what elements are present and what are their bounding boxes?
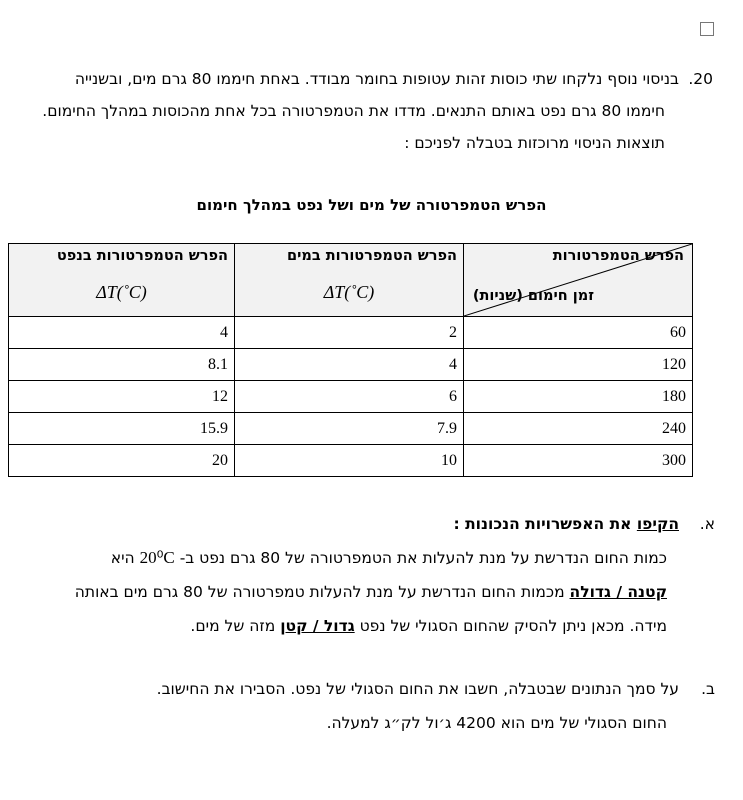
cell-time: 300 xyxy=(464,445,693,477)
cell-water: 4 xyxy=(235,349,464,381)
cell-water: 2 xyxy=(235,317,464,349)
checkbox[interactable] xyxy=(700,22,714,36)
table-row xyxy=(9,381,693,413)
cell-water: 7.9 xyxy=(235,413,464,445)
table-row xyxy=(9,413,693,445)
section-a-line-2: קטנה / גדולה מכמות החום הנדרשת על מנת להעלות טמפרטורה של 80 גרם מים באותה xyxy=(74,583,667,601)
cell-time: 240 xyxy=(464,413,693,445)
header-time-bottom: זמן חימום (שניות) xyxy=(472,288,594,304)
choice-small-large[interactable]: קטנה / גדולה xyxy=(569,583,667,601)
question-number: 20. xyxy=(688,70,713,88)
section-b-label: ב. xyxy=(701,680,715,698)
cell-oil: 20 xyxy=(9,445,235,477)
table-row xyxy=(9,349,693,381)
table-row xyxy=(9,445,693,477)
cell-time: 120 xyxy=(464,349,693,381)
header-oil: הפרש הטמפרטורות בנפט ΔT(˚C) xyxy=(9,244,235,317)
section-a-line-1: כמות החום הנדרשת על מנת להעלות את הטמפרטורה של 80 גרם נפט ב- 20⁰C היא xyxy=(110,548,667,567)
header-time-top: הפרש הטמפרטורות xyxy=(552,248,684,264)
data-table xyxy=(8,243,693,477)
section-b-line-2: החום הסגולי של מים הוא 4200 ג׳ול לק״ג למעלה. xyxy=(326,714,667,732)
cell-oil: 15.9 xyxy=(9,413,235,445)
question-20 xyxy=(13,63,713,159)
header-time xyxy=(464,244,693,317)
cell-time: 180 xyxy=(464,381,693,413)
section-b xyxy=(25,672,715,740)
cell-oil: 8.1 xyxy=(9,349,235,381)
section-a-line-3: מידה. מכאן ניתן להסיק שהחום הסגולי של נפט גדול / קטן מזה של מים. xyxy=(190,617,667,635)
table-header-row xyxy=(9,244,693,317)
section-a-label: א. xyxy=(699,515,715,533)
cell-water: 6 xyxy=(235,381,464,413)
question-line-1: 20.בניסוי נוסף נלקחו שתי כוסות זהות עטופות בחומר מבודד. באחת חיממו 80 גרם מים, ובשנייה xyxy=(13,63,713,95)
section-b-line-1: ב.על סמך הנתונים שבטבלה, חשבו את החום הסגולי של נפט. הסבירו את החישוב. xyxy=(25,672,715,706)
section-a-instruction: א.הקיפו את האפשרויות הנכונות : xyxy=(25,507,715,541)
cell-oil: 4 xyxy=(9,317,235,349)
question-line-2: חיממו 80 גרם נפט באותם התנאים. מדדו את הטמפרטורה בכל אחת מהכוסות במהלך החימום. xyxy=(42,102,665,120)
choice-large-small[interactable]: גדול / קטן xyxy=(280,617,355,635)
table-row xyxy=(9,317,693,349)
unit-water: ΔT(˚C) xyxy=(323,282,375,302)
unit-oil: ΔT(˚C) xyxy=(96,282,147,302)
cell-water: 10 xyxy=(235,445,464,477)
question-line-3: תוצאות הניסוי מרוכזות בטבלה לפניכם : xyxy=(404,134,665,152)
cell-oil: 12 xyxy=(9,381,235,413)
cell-time: 60 xyxy=(464,317,693,349)
section-a xyxy=(25,507,715,643)
header-water: הפרש הטמפרטורות במים ΔT(˚C) xyxy=(235,244,464,317)
table-title: הפרש הטמפרטורה של מים ושל נפט במהלך חימום xyxy=(196,196,547,214)
